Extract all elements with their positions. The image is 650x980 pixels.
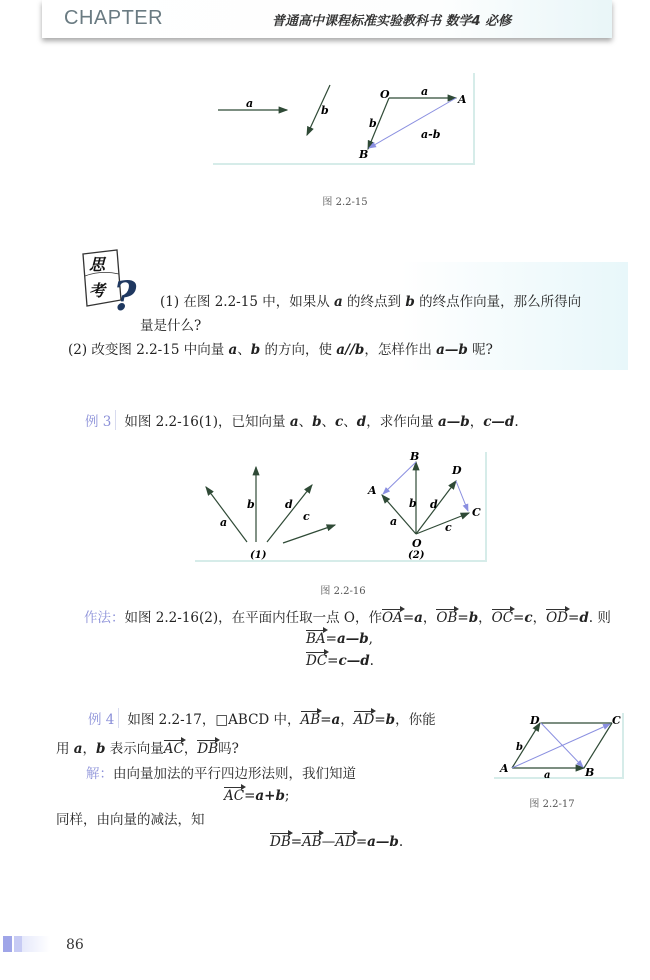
- think-question-icon: [75, 248, 145, 318]
- svg-text:B: B: [410, 452, 420, 463]
- label-a: a: [246, 97, 254, 110]
- svg-text:d: d: [285, 498, 293, 511]
- svg-text:(1): (1): [250, 550, 267, 561]
- solution-label: 解：: [86, 766, 113, 782]
- svg-text:考: 考: [89, 281, 106, 300]
- svg-text:b: b: [516, 742, 523, 753]
- svg-text:a: a: [544, 770, 551, 779]
- think-box: [60, 255, 628, 370]
- think-question-2: (2) 改变图 2.2-15 中向量 a、b 的方向，使 a//b，怎样作出 a—b 呢?: [68, 342, 493, 358]
- solution-line-2: 同样，由向量的减法，知: [56, 812, 205, 828]
- solution-eq-2: DB=AB—AD=a—b.: [270, 831, 403, 850]
- figure-caption: 图 2.2-15: [322, 197, 368, 208]
- svg-text:O: O: [412, 537, 422, 550]
- method-line-1: 作法：如图 2.2-16(2)，在平面内任取一点 O，作OA=a，OB=b，OC=c，OD=d. 则: [84, 606, 611, 626]
- example-3-label: 例 3: [85, 410, 116, 430]
- figure-caption: 图 2.2-17: [529, 799, 575, 810]
- svg-text:a: a: [390, 515, 398, 528]
- page-header: [42, 0, 612, 38]
- svg-text:B: B: [585, 766, 595, 779]
- svg-text:A: A: [368, 484, 377, 497]
- svg-text:c: c: [445, 521, 452, 534]
- solution-eq-1: AC=a+b;: [224, 785, 289, 804]
- parallelogram-diagram: [494, 713, 624, 779]
- svg-text:(2): (2): [408, 550, 425, 561]
- example-3: 例 3 如图 2.2-16(1)，已知向量 a、b、c、d，求作向量 a—b，c—d.: [85, 410, 519, 430]
- label-A: A: [458, 93, 467, 106]
- example-4-line-2: 用 a，b 表示向量AC，DB吗?: [56, 737, 239, 757]
- method-label: 作法：: [84, 610, 125, 626]
- svg-text:D: D: [452, 464, 462, 477]
- svg-text:C: C: [472, 506, 481, 519]
- example-4-line-1: 例 4 如图 2.2-17，□ABCD 中，AB=a，AD=b，你能: [88, 708, 436, 728]
- svg-text:b: b: [409, 497, 417, 510]
- label-a-oa: a: [421, 85, 429, 98]
- svg-text:C: C: [612, 714, 621, 727]
- svg-text:a: a: [220, 516, 228, 529]
- example-4-label: 例 4: [88, 708, 119, 728]
- svg-text:c: c: [303, 510, 310, 523]
- vector-diagram-2-2-15: [213, 73, 475, 165]
- page-number: 86: [66, 937, 84, 953]
- svg-text:A: A: [500, 762, 509, 775]
- figure-caption: 图 2.2-16: [320, 586, 366, 597]
- label-b-ob: b: [369, 117, 377, 130]
- think-question-1: (1) 在图 2.2-15 中，如果从 a 的终点到 b 的终点作向量，那么所得向: [160, 294, 582, 310]
- method-line-2: BA=a—b,: [306, 628, 373, 647]
- think-question-1-cont: 量是什么?: [140, 318, 202, 334]
- figure-2-2-17: [494, 713, 624, 779]
- method-line-3: DC=c—d.: [306, 650, 374, 669]
- label-b: b: [321, 104, 329, 117]
- vector-diagram-2-2-16: [195, 452, 487, 562]
- svg-text:D: D: [530, 714, 540, 727]
- svg-text:b: b: [247, 498, 255, 511]
- label-B: B: [359, 148, 369, 161]
- figure-2-2-16: [195, 452, 487, 562]
- svg-text:d: d: [430, 498, 438, 511]
- label-a-minus-b: a-b: [421, 128, 441, 141]
- figure-2-2-15: [213, 73, 475, 165]
- solution-line-1: 解：由向量加法的平行四边形法则，我们知道: [86, 766, 356, 782]
- chapter-label: CHAPTER: [64, 7, 164, 29]
- svg-text:?: ?: [113, 273, 137, 318]
- book-title: 普通高中课程标准实验教科书 数学4 必修: [272, 14, 512, 29]
- svg-text:思: 思: [89, 255, 106, 274]
- label-O: O: [380, 88, 390, 101]
